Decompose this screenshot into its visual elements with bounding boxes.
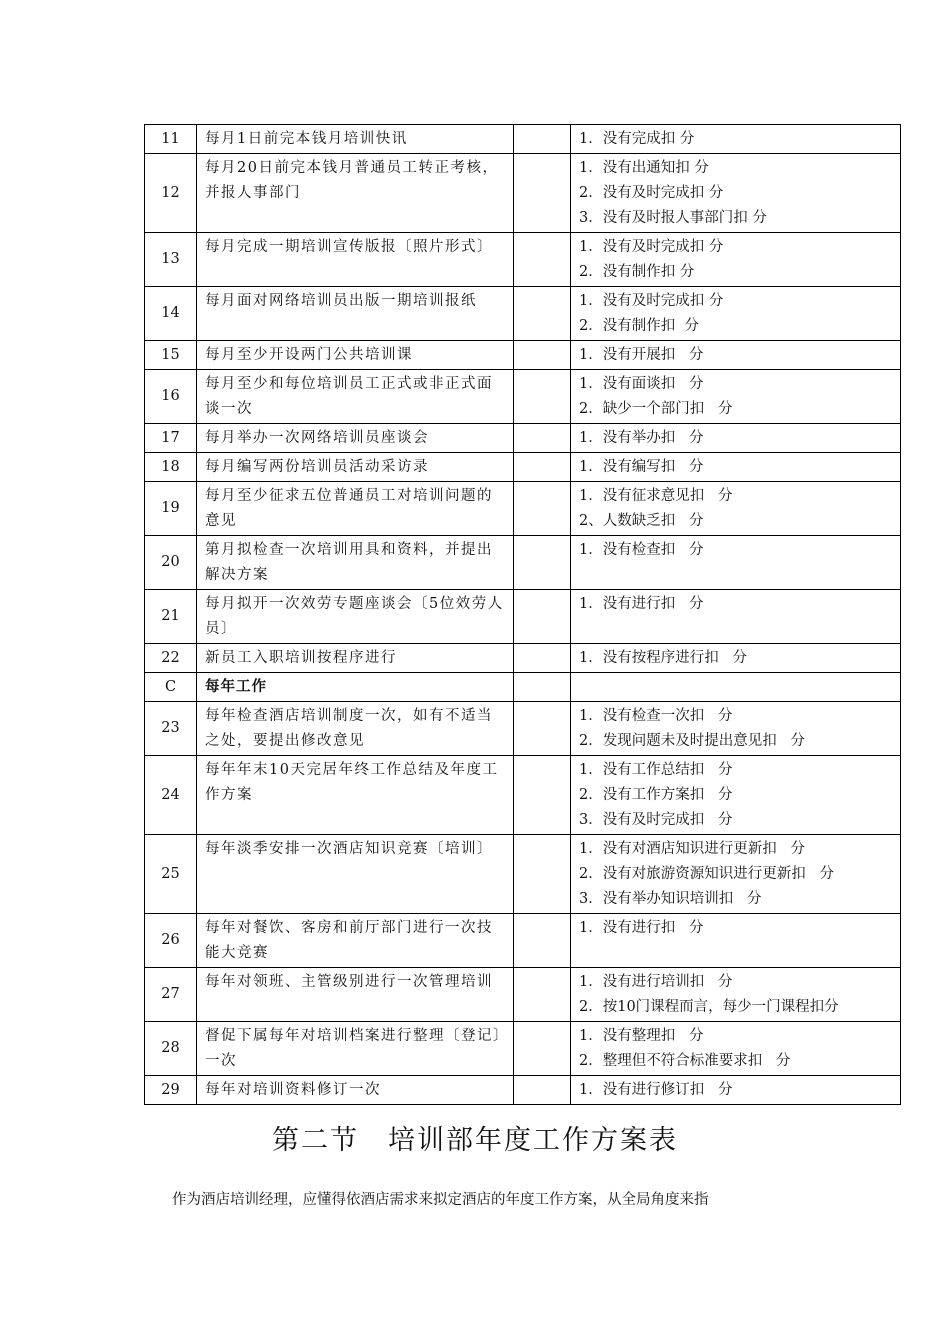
task-description: 第月拟检查一次培训用具和资料，并提出解决方案 [197, 536, 514, 590]
deduction-cell [571, 756, 901, 835]
blank-cell [514, 644, 571, 673]
blank-cell [514, 673, 571, 702]
deduction-cell [571, 590, 901, 644]
task-description: 每月拟开一次效劳专题座谈会〔5位效劳人员〕 [197, 590, 514, 644]
blank-cell [514, 702, 571, 756]
deduction-cell [571, 482, 901, 536]
task-description: 每年年末10天完居年终工作总结及年度工作方案 [197, 756, 514, 835]
table-row [145, 644, 901, 673]
deduction-cell [571, 968, 901, 1022]
table-row [145, 1022, 901, 1076]
deduction-item: 3．没有及时完成扣 分 [579, 812, 733, 828]
deduction-item: 1．没有工作总结扣 分 [579, 762, 733, 778]
table-row [145, 154, 901, 233]
row-number: 25 [145, 835, 197, 914]
task-description: 每年检查酒店培训制度一次，如有不适当之处，要提出修改意见 [197, 702, 514, 756]
table-row [145, 914, 901, 968]
deduction-item: 1．没有完成扣 分 [579, 131, 695, 147]
deduction-item: 1．没有检查一次扣 分 [579, 708, 733, 724]
blank-cell [514, 756, 571, 835]
deduction-cell [571, 453, 901, 482]
section-heading: 每年工作 [197, 673, 514, 702]
deduction-cell [571, 233, 901, 287]
deduction-item: 3．没有举办知识培训扣 分 [579, 891, 762, 907]
task-description: 每月1日前完本钱月培训快讯 [197, 125, 514, 154]
task-description: 督促下属每年对培训档案进行整理〔登记〕一次 [197, 1022, 514, 1076]
section-row [145, 673, 901, 702]
task-description: 每月完成一期培训宣传版报〔照片形式〕 [197, 233, 514, 287]
deduction-item: 1．没有进行修订扣 分 [579, 1082, 733, 1098]
deduction-item: 1．没有编写扣 分 [579, 459, 704, 475]
deduction-item: 2．缺少一个部门扣 分 [579, 401, 733, 417]
blank-cell [514, 125, 571, 154]
table-row [145, 424, 901, 453]
blank-cell [514, 424, 571, 453]
task-description: 每月编写两份培训员活动采访录 [197, 453, 514, 482]
blank-cell [514, 233, 571, 287]
task-description: 每年对领班、主管级别进行一次管理培训 [197, 968, 514, 1022]
blank-cell [514, 154, 571, 233]
deduction-item: 1．没有及时完成扣 分 [579, 293, 724, 309]
deduction-cell [571, 914, 901, 968]
deduction-cell [571, 370, 901, 424]
blank-cell [514, 914, 571, 968]
deduction-item: 1．没有出通知扣 分 [579, 160, 709, 176]
deduction-item: 2．没有工作方案扣 分 [579, 787, 733, 803]
deduction-item: 1．没有按程序进行扣 分 [579, 650, 748, 666]
task-description: 每月至少和每位培训员工正式或非正式面谈一次 [197, 370, 514, 424]
table-row [145, 1076, 901, 1105]
row-number: 29 [145, 1076, 197, 1105]
deduction-cell [571, 424, 901, 453]
deduction-cell [571, 341, 901, 370]
blank-cell [514, 590, 571, 644]
table-row [145, 370, 901, 424]
row-number: 14 [145, 287, 197, 341]
task-description: 新员工入职培训按程序进行 [197, 644, 514, 673]
deduction-cell [571, 536, 901, 590]
deduction-cell [571, 644, 901, 673]
row-number: 16 [145, 370, 197, 424]
deduction-cell [571, 154, 901, 233]
table-row [145, 341, 901, 370]
blank-cell [514, 287, 571, 341]
deduction-item: 1．没有开展扣 分 [579, 347, 704, 363]
training-task-table [144, 124, 900, 1105]
task-description: 每年淡季安排一次酒店知识竞赛〔培训〕 [197, 835, 514, 914]
deduction-cell [571, 835, 901, 914]
row-number: 20 [145, 536, 197, 590]
blank-cell [514, 1076, 571, 1105]
deduction-item: 1．没有进行扣 分 [579, 596, 704, 612]
task-description: 每月至少开设两门公共培训课 [197, 341, 514, 370]
table-row [145, 482, 901, 536]
deduction-item: 1．没有征求意见扣 分 [579, 488, 733, 504]
task-description: 每月面对网络培训员出版一期培训报纸 [197, 287, 514, 341]
deduction-cell [571, 1022, 901, 1076]
deduction-item: 2．没有及时完成扣 分 [579, 185, 724, 201]
table-row [145, 233, 901, 287]
blank-cell [514, 453, 571, 482]
row-number: 24 [145, 756, 197, 835]
table-row [145, 590, 901, 644]
row-number: C [145, 673, 197, 702]
deduction-item: 1．没有检查扣 分 [579, 542, 704, 558]
row-number: 23 [145, 702, 197, 756]
table-body [145, 125, 901, 1105]
table-row [145, 536, 901, 590]
deduction-item: 2．没有制作扣 分 [579, 264, 695, 280]
row-number: 26 [145, 914, 197, 968]
table-row [145, 835, 901, 914]
task-table [144, 124, 901, 1105]
row-number: 19 [145, 482, 197, 536]
deduction-cell [571, 673, 901, 702]
deduction-item: 2．发现问题未及时提出意见扣 分 [579, 733, 806, 749]
blank-cell [514, 1022, 571, 1076]
deduction-item: 1．没有对酒店知识进行更新扣 分 [579, 841, 806, 857]
deduction-item: 1．没有及时完成扣 分 [579, 239, 724, 255]
deduction-cell [571, 702, 901, 756]
deduction-item: 2．整理但不符合标准要求扣 分 [579, 1053, 791, 1069]
table-row [145, 756, 901, 835]
table-row [145, 702, 901, 756]
deduction-item: 2．没有对旅游资源知识进行更新扣 分 [579, 866, 835, 882]
task-description: 每月举办一次网络培训员座谈会 [197, 424, 514, 453]
deduction-item: 1．没有进行扣 分 [579, 920, 704, 936]
deduction-item: 2．没有制作扣 分 [579, 318, 699, 334]
blank-cell [514, 370, 571, 424]
row-number: 13 [145, 233, 197, 287]
row-number: 22 [145, 644, 197, 673]
table-row [145, 287, 901, 341]
task-description: 每年对培训资料修订一次 [197, 1076, 514, 1105]
section-title: 第二节 培训部年度工作方案表 [272, 1125, 678, 1156]
blank-cell [514, 536, 571, 590]
row-number: 11 [145, 125, 197, 154]
table-row [145, 968, 901, 1022]
task-description: 每月至少征求五位普通员工对培训问题的意见 [197, 482, 514, 536]
row-number: 21 [145, 590, 197, 644]
row-number: 27 [145, 968, 197, 1022]
deduction-item: 1．没有进行培训扣 分 [579, 974, 733, 990]
blank-cell [514, 482, 571, 536]
deduction-cell [571, 287, 901, 341]
row-number: 28 [145, 1022, 197, 1076]
table-row [145, 125, 901, 154]
row-number: 15 [145, 341, 197, 370]
deduction-item: 2．按10门课程而言，每少一门课程扣分 [579, 999, 839, 1015]
deduction-cell [571, 125, 901, 154]
task-description: 每年对餐饮、客房和前厅部门进行一次技能大竞赛 [197, 914, 514, 968]
row-number: 17 [145, 424, 197, 453]
table-row [145, 453, 901, 482]
row-number: 18 [145, 453, 197, 482]
blank-cell [514, 968, 571, 1022]
task-description: 每月20日前完本钱月普通员工转正考核，并报人事部门 [197, 154, 514, 233]
deduction-item: 2、人数缺乏扣 分 [579, 513, 704, 529]
blank-cell [514, 835, 571, 914]
deduction-item: 1．没有面谈扣 分 [579, 376, 704, 392]
intro-paragraph: 作为酒店培训经理，应懂得依酒店需求来拟定酒店的年度工作方案，从全局角度来指 [172, 1192, 709, 1208]
blank-cell [514, 341, 571, 370]
deduction-item: 1．没有举办扣 分 [579, 430, 704, 446]
row-number: 12 [145, 154, 197, 233]
deduction-item: 1．没有整理扣 分 [579, 1028, 704, 1044]
deduction-cell [571, 1076, 901, 1105]
deduction-item: 3．没有及时报人事部门扣 分 [579, 210, 767, 226]
